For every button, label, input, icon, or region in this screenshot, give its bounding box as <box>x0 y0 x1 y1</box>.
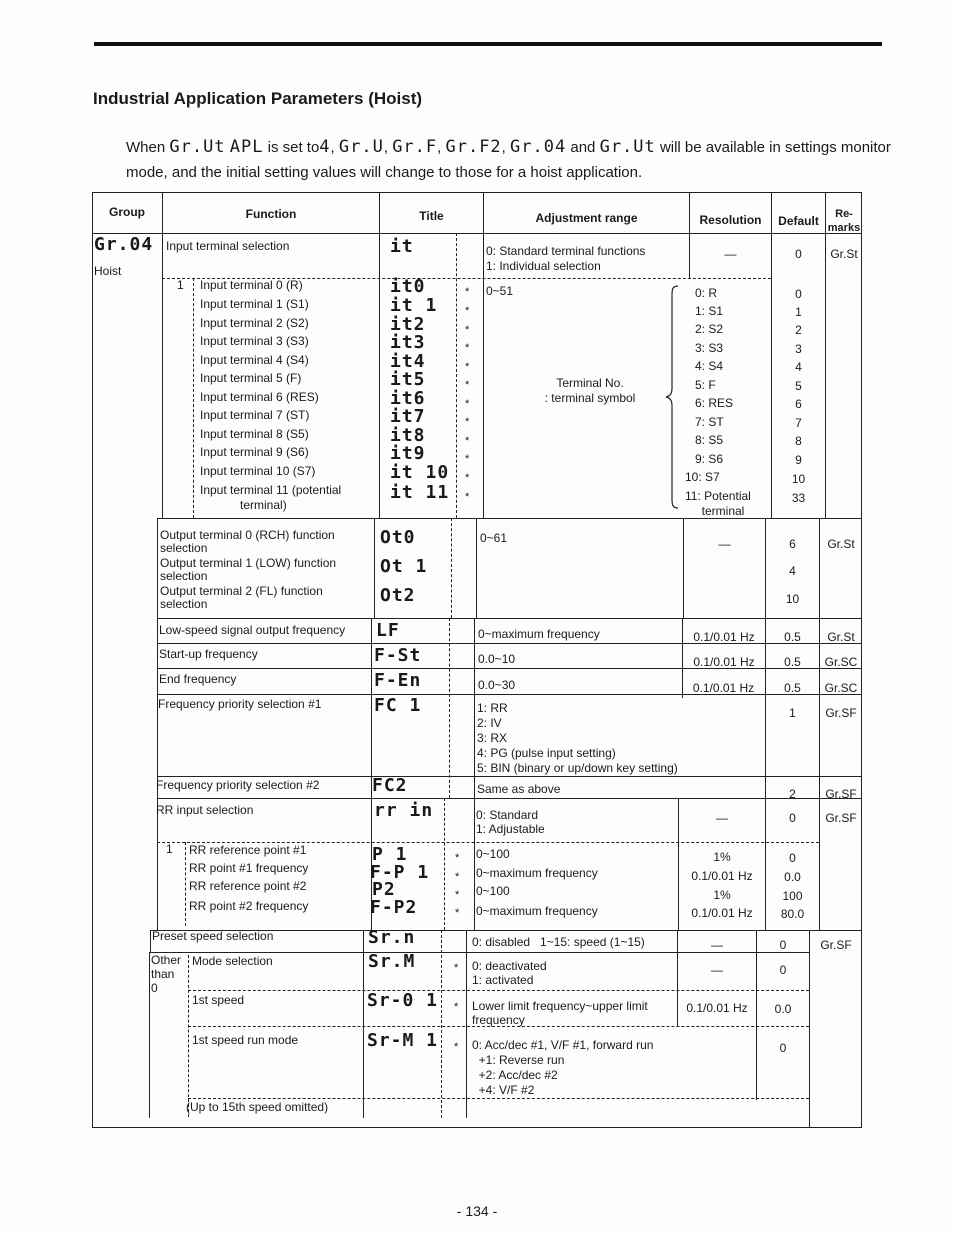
rrin-function: RR input selection <box>156 803 254 817</box>
terminal-code: 2: S2 <box>695 322 724 336</box>
terminal-no-label: Terminal No. : terminal symbol <box>544 376 636 405</box>
terminal-default: 3 <box>795 342 802 356</box>
terminal-function: Input terminal 10 (S7) <box>200 464 316 478</box>
terminal-default: 5 <box>795 379 802 393</box>
rr-item-function: RR reference point #2 <box>189 879 307 893</box>
preset-default: 0 <box>779 938 787 952</box>
terminal-title: it 11 <box>390 482 450 503</box>
rr-item-default: 0.0 <box>784 870 801 884</box>
terminal-default: 7 <box>795 416 802 430</box>
terminal-function: Input terminal 4 (S4) <box>200 353 309 367</box>
rrin-resolution: — <box>716 811 728 825</box>
fc1-default: 1 <box>789 706 796 720</box>
terminal-code: 6: RES <box>695 396 734 410</box>
output-function: Output terminal 0 (RCH) function selection <box>160 528 335 555</box>
rr-item-default: 0 <box>789 851 796 865</box>
fc1-remarks: Gr.SF <box>825 706 857 720</box>
fc1-range: 1: RR 2: IV 3: RX 4: PG (pulse input setting) 5: BIN (binary or up/down key setting) <box>477 701 678 775</box>
group-name: Hoist <box>94 264 122 278</box>
top-rule <box>94 42 882 46</box>
input-selection-range: 0: Standard terminal functions 1: Individual selection <box>486 244 646 273</box>
fc2-default: 2 <box>789 787 796 801</box>
terminal-title: it 10 <box>390 462 450 483</box>
mode-default: 0 <box>779 963 787 977</box>
input-selection-title: it <box>390 236 414 257</box>
input-selection-resolution: — <box>724 247 737 261</box>
terminal-title: it5 <box>390 369 426 390</box>
terminal-function: Input terminal 1 (S1) <box>200 297 309 311</box>
mode-resolution: — <box>711 963 723 977</box>
rr-item-title: F-P2 <box>370 897 418 918</box>
header-function: Function <box>245 207 297 221</box>
terminal-title: it8 <box>390 425 426 446</box>
input-sub-index: 1 <box>177 278 184 292</box>
other-than-zero-label: Other than 0 <box>151 953 182 995</box>
rrin-range: 0: Standard 1: Adjustable <box>476 808 545 836</box>
group-code: Gr.04 <box>94 234 154 255</box>
omitted-note: (Up to 15th speed omitted) <box>186 1100 329 1114</box>
intro-paragraph: When Gr.Ut APL is set to4, Gr.U, Gr.F, Gr.F2, Gr.04 and Gr.Ut will be available in settings monitor mode, and the initial setting values will change to those for a hoist application. <box>126 137 891 181</box>
page-title: Industrial Application Parameters (Hoist) <box>93 89 423 108</box>
rr-item-function: RR reference point #1 <box>189 843 307 857</box>
terminal-default: 8 <box>795 434 802 448</box>
preset-function: Preset speed selection <box>152 929 274 943</box>
speed1mode-range: 0: Acc/dec #1, V/F #1, forward run +1: Reverse run +2: Acc/dec #2 +4: V/F #2 <box>472 1038 654 1097</box>
startup-function: Start-up frequency <box>159 647 258 661</box>
lowspeed-remarks: Gr.St <box>827 630 855 644</box>
output-function: Output terminal 1 (LOW) function selection <box>160 556 337 583</box>
endfreq-remarks: Gr.SC <box>824 681 858 695</box>
rrin-title: rr in <box>374 800 434 821</box>
terminal-function: Input terminal 11 (potential terminal) <box>200 483 342 512</box>
terminal-default: 1 <box>795 305 802 319</box>
rr-item-title: P2 <box>372 879 396 900</box>
rr-item-title: F-P 1 <box>370 862 430 883</box>
endfreq-function: End frequency <box>159 672 237 686</box>
input-selection-default: 0 <box>795 247 802 261</box>
terminal-function: Input terminal 0 (R) <box>200 278 303 292</box>
terminal-function: Input terminal 8 (S5) <box>200 427 309 441</box>
lowspeed-default: 0.5 <box>784 630 801 644</box>
output-resolution: — <box>718 537 731 551</box>
terminal-code: 5: F <box>695 378 716 392</box>
terminal-default: 9 <box>795 453 802 467</box>
fc2-function: Frequency priority selection #2 <box>156 778 320 792</box>
header-group: Group <box>109 205 145 219</box>
startup-remarks: Gr.SC <box>824 655 858 669</box>
terminal-code: 8: S5 <box>695 433 724 447</box>
speed1-range: Lower limit frequency~upper limit frequency <box>472 999 648 1027</box>
rr-item-range: 0~100 <box>476 884 510 898</box>
rr-item-resolution: 1% <box>713 888 731 902</box>
startup-default: 0.5 <box>784 655 801 669</box>
rr-sub-index: 1 <box>166 842 173 856</box>
mode-range: 0: deactivated 1: activated <box>472 959 547 987</box>
output-default: 4 <box>789 564 796 578</box>
terminal-title: it2 <box>390 314 426 335</box>
fc2-range: Same as above <box>477 782 561 796</box>
preset-resolution: — <box>711 938 723 952</box>
endfreq-title: F-En <box>374 670 422 691</box>
rr-item-range: 0~maximum frequency <box>476 866 598 880</box>
header-remarks: Re- marks <box>827 208 861 234</box>
endfreq-resolution: 0.1/0.01 Hz <box>692 681 755 695</box>
terminal-code: 9: S6 <box>695 452 724 466</box>
terminal-function: Input terminal 5 (F) <box>200 371 302 385</box>
output-remarks: Gr.St <box>827 537 855 551</box>
rrin-default: 0 <box>789 811 796 825</box>
output-range: 0~61 <box>480 531 508 545</box>
terminal-function: Input terminal 2 (S2) <box>200 316 309 330</box>
output-function: Output terminal 2 (FL) function selection <box>160 584 323 611</box>
header-title: Title <box>419 209 444 223</box>
terminal-title: it6 <box>390 388 426 409</box>
preset-title: Sr.n <box>368 927 416 948</box>
fc1-function: Frequency priority selection #1 <box>158 697 322 711</box>
terminal-default: 33 <box>791 491 806 505</box>
terminal-default: 4 <box>795 360 802 374</box>
terminal-title: it3 <box>390 332 426 353</box>
speed1-title: Sr-0 1 <box>367 990 439 1011</box>
speed1-resolution: 0.1/0.01 Hz <box>686 1001 748 1015</box>
mode-function: Mode selection <box>192 954 273 968</box>
input-selection-function: Input terminal selection <box>166 239 290 253</box>
rr-item-resolution: 0.1/0.01 Hz <box>691 906 753 920</box>
terminal-function: Input terminal 3 (S3) <box>200 334 309 348</box>
right-brace-icon <box>664 284 682 510</box>
preset-remarks: Gr.SF <box>820 938 852 952</box>
speed1-function: 1st speed <box>192 993 245 1007</box>
rr-item-range: 0~100 <box>476 847 510 861</box>
terminal-function: Input terminal 9 (S6) <box>200 445 309 459</box>
terminal-title: it0 <box>390 276 426 297</box>
rr-item-default: 100 <box>782 889 803 903</box>
output-default: 10 <box>785 592 800 606</box>
fc1-title: FC 1 <box>374 695 422 716</box>
input-selection-remarks: Gr.St <box>830 247 858 261</box>
terminal-code: 3: S3 <box>695 341 724 355</box>
rr-item-range: 0~maximum frequency <box>476 904 598 918</box>
header-range: Adjustment range <box>535 211 638 225</box>
terminal-default: 6 <box>795 397 802 411</box>
terminal-code: 1: S1 <box>695 304 724 318</box>
rr-item-default: 80.0 <box>780 907 805 921</box>
terminal-range: 0~51 <box>486 284 514 298</box>
terminal-default: 0 <box>795 287 802 301</box>
preset-range: 0: disabled 1~15: speed (1~15) <box>472 935 645 949</box>
terminal-title: it7 <box>390 406 426 427</box>
terminal-code: 11: Potential terminal <box>685 489 751 518</box>
fc2-title: FC2 <box>372 775 408 796</box>
lowspeed-resolution: 0.1/0.01 Hz <box>693 630 755 644</box>
page-number: - 134 - <box>456 1203 498 1219</box>
rrin-remarks: Gr.SF <box>825 811 857 825</box>
terminal-title: it4 <box>390 351 426 372</box>
terminal-function: Input terminal 7 (ST) <box>200 408 310 422</box>
rr-item-title: P 1 <box>372 844 408 865</box>
startup-range: 0.0~10 <box>478 652 516 666</box>
header-default: Default <box>778 214 819 228</box>
speed1mode-default: 0 <box>779 1041 787 1055</box>
rr-item-resolution: 1% <box>713 850 731 864</box>
terminal-title: it9 <box>390 443 426 464</box>
terminal-code: 4: S4 <box>695 359 724 373</box>
rr-item-function: RR point #2 frequency <box>189 899 309 913</box>
header-resolution: Resolution <box>699 213 762 227</box>
terminal-title: it 1 <box>390 295 438 316</box>
output-title: Ot0 <box>380 527 416 548</box>
terminal-default: 10 <box>791 472 806 486</box>
terminal-code: 10: S7 <box>685 470 720 484</box>
rr-item-function: RR point #1 frequency <box>189 861 309 875</box>
endfreq-default: 0.5 <box>784 681 801 695</box>
endfreq-range: 0.0~30 <box>478 678 516 692</box>
terminal-default: 2 <box>795 323 802 337</box>
startup-title: F-St <box>374 645 422 666</box>
terminal-code: 7: ST <box>695 415 724 429</box>
lowspeed-title: LF <box>376 620 400 641</box>
lowspeed-range: 0~maximum frequency <box>478 627 600 641</box>
rr-item-resolution: 0.1/0.01 Hz <box>691 869 753 883</box>
speed1-default: 0.0 <box>774 1002 792 1016</box>
fc2-remarks: Gr.SF <box>825 787 857 801</box>
terminal-function: Input terminal 6 (RES) <box>200 390 319 404</box>
lowspeed-function: Low-speed signal output frequency <box>159 623 346 637</box>
mode-title: Sr.M <box>368 951 416 972</box>
speed1mode-title: Sr-M 1 <box>367 1030 439 1051</box>
speed1mode-function: 1st speed run mode <box>192 1033 299 1047</box>
startup-resolution: 0.1/0.01 Hz <box>693 655 755 669</box>
terminal-code: 0: R <box>695 286 718 300</box>
output-title: Ot2 <box>380 585 416 606</box>
output-default: 6 <box>789 537 796 551</box>
output-title: Ot 1 <box>380 556 428 577</box>
